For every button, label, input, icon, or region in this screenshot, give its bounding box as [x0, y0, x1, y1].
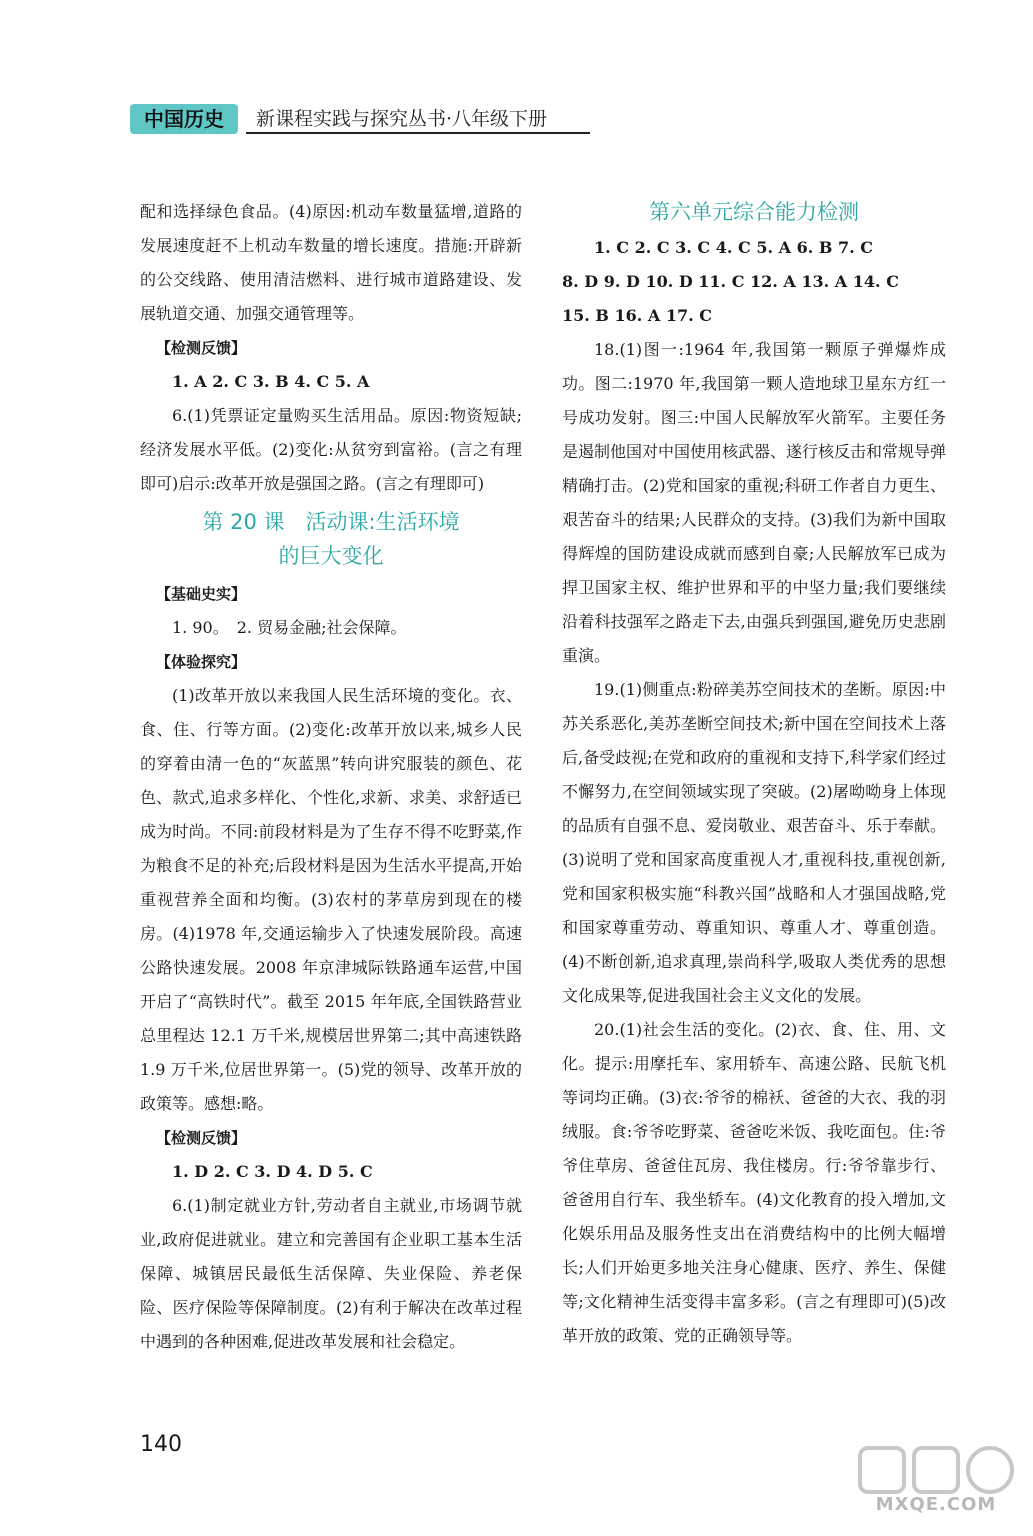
question-19-answer: 19.(1)侧重点:粉碎美苏空间技术的垄断。原因:中苏关系恶化,美苏垄断空间技术;新中国在空间技术上落后,备受歧视;在党和政府的重视和支持下,科学家们经过不懈努力,在空间领域实现了突破。(2)屠呦呦身上体现的品质有自强不息、爱岗敬业、艰苦奋斗、乐于奉献。(3)说明了党和国家高度重视人才,重视科技,重视创新,党和国家积极实施“科教兴国”战略和人才强国战略,党和国家尊重劳动、尊重知识、尊重人才、尊重创造。(4)不断创新,追求真理,崇尚科学,吸取人类优秀的思想文化成果等,促进我国社会主义文化的发展。 — [562, 680, 947, 1005]
lesson-title-line-2: 的巨大变化 — [278, 544, 384, 568]
question-18-answer: 18.(1)图一:1964 年,我国第一颗原子弹爆炸成功。图二:1970 年,我国第一颗人造地球卫星东方红一号成功发射。图三:中国人民解放军火箭军。主要任务是遏制他国对中国使用核武器、遂行核反击和常规导弹精确打击。(2)党和国家的重视;科研工作者自力更生、艰苦奋斗的结果;人民群众的支持。(3)我们为新中国取得辉煌的国防建设成就而感到自豪;人民解放军已成为捍卫国家主权、维护世界和平的中坚力量;我们要继续沿着科技强军之路走下去,由强兵到强国,避免历史悲剧重演。 — [562, 340, 947, 665]
section-label-feedback-2: 【检测反馈】 — [156, 1129, 247, 1147]
explore-answer: (1)改革开放以来我国人民生活环境的变化。衣、食、住、行等方面。(2)变化:改革开放以来,城乡人民的穿着由清一色的“灰蓝黑”转向讲究服装的颜色、花色、款式,追求多样化、个性化,求新、求美、求舒适已成为时尚。不同:前段材料是为了生存不得不吃野菜,作为粮食不足的补充;后段材料是因为生活水平提高,开始重视营养全面和均衡。(3)农村的茅草房到现在的楼房。(4)1978 年,交通运输步入了快速发展阶段。高速公路快速发展。2008 年京津城际铁路通车运营,中国开启了“高铁时代”。截至 2015 年年底,全国铁路营业总里程达 12.1 万千米,规模居世界第二;其中高速铁路 1.9 万千米,位居世界第一。(5)党的领导、改革开放的政策等。感想:略。 — [140, 686, 522, 1113]
subject-badge: 中国历史 — [130, 104, 238, 134]
continued-paragraph: 配和选择绿色食品。(4)原因:机动车数量猛增,道路的发展速度赶不上机动车数量的增长速度。措施:开辟新的公交线路、使用清洁燃料、进行城市道路建设、发展轨道交通、加强交通管理等。 — [140, 202, 522, 323]
series-title: 新课程实践与探究丛书·八年级下册 — [256, 108, 548, 130]
unit-test-title: 第六单元综合能力检测 — [649, 200, 859, 224]
lesson-title — [140, 505, 522, 573]
right-column — [562, 195, 946, 1353]
watermark-text: MXQE.COM — [875, 1494, 997, 1515]
question-6-answer: 6.(1)凭票证定量购买生活用品。原因:物资短缺;经济发展水平低。(2)变化:从贫穷到富裕。(言之有理即可)启示:改革开放是强国之路。(言之有理即可) — [140, 406, 522, 493]
mc-answers-line-2: 8. D 9. D 10. D 11. C 12. A 13. A 14. C — [562, 272, 899, 291]
answers-feedback-1: 1. A 2. C 3. B 4. C 5. A — [172, 372, 370, 391]
lesson-title-line-1: 第 20 课 活动课:生活环境 — [202, 510, 460, 534]
mc-answers-line-3: 15. B 16. A 17. C — [562, 306, 713, 325]
mc-answers-line-1: 1. C 2. C 3. C 4. C 5. A 6. B 7. C — [594, 238, 873, 257]
basic-answers: 1. 90。 2. 贸易金融;社会保障。 — [172, 618, 407, 637]
page-number: 140 — [140, 1432, 182, 1457]
question-20-answer: 20.(1)社会生活的变化。(2)衣、食、住、用、文化。提示:用摩托车、家用轿车、高速公路、民航飞机等词均正确。(3)衣:爷爷的棉袄、爸爸的大衣、我的羽绒服。食:爷爷吃野菜、爸爸吃米饭、我吃面包。住:爷爷住草房、爸爸住瓦房、我住楼房。行:爷爷靠步行、爸爸用自行车、我坐轿车。(4)文化教育的投入增加,文化娱乐用品及服务性支出在消费结构中的比例大幅增长;人们开始更多地关注身心健康、医疗、养生、保健等;文化精神生活变得丰富多彩。(言之有理即可)(5)改革开放的政策、党的正确领导等。 — [562, 1020, 946, 1345]
answers-feedback-2: 1. D 2. C 3. D 4. D 5. C — [172, 1162, 373, 1181]
question-6-answer-2: 6.(1)制定就业方针,劳动者自主就业,市场调节就业,政府促进就业。建立和完善国有企业职工基本生活保障、城镇居民最低生活保障、失业保险、养老保险、医疗保险等保障制度。(2)有利于解决在改革过程中遇到的各种困难,促进改革发展和社会稳定。 — [140, 1196, 522, 1351]
section-label-feedback: 【检测反馈】 — [156, 339, 247, 357]
page-header — [130, 100, 590, 136]
header-rule — [246, 132, 590, 134]
section-label-explore: 【体验探究】 — [156, 653, 247, 671]
left-column — [140, 195, 522, 1359]
section-label-basic: 【基础史实】 — [156, 585, 247, 603]
watermark-seal-icon — [856, 1442, 1016, 1498]
watermark-logo — [856, 1442, 1016, 1522]
